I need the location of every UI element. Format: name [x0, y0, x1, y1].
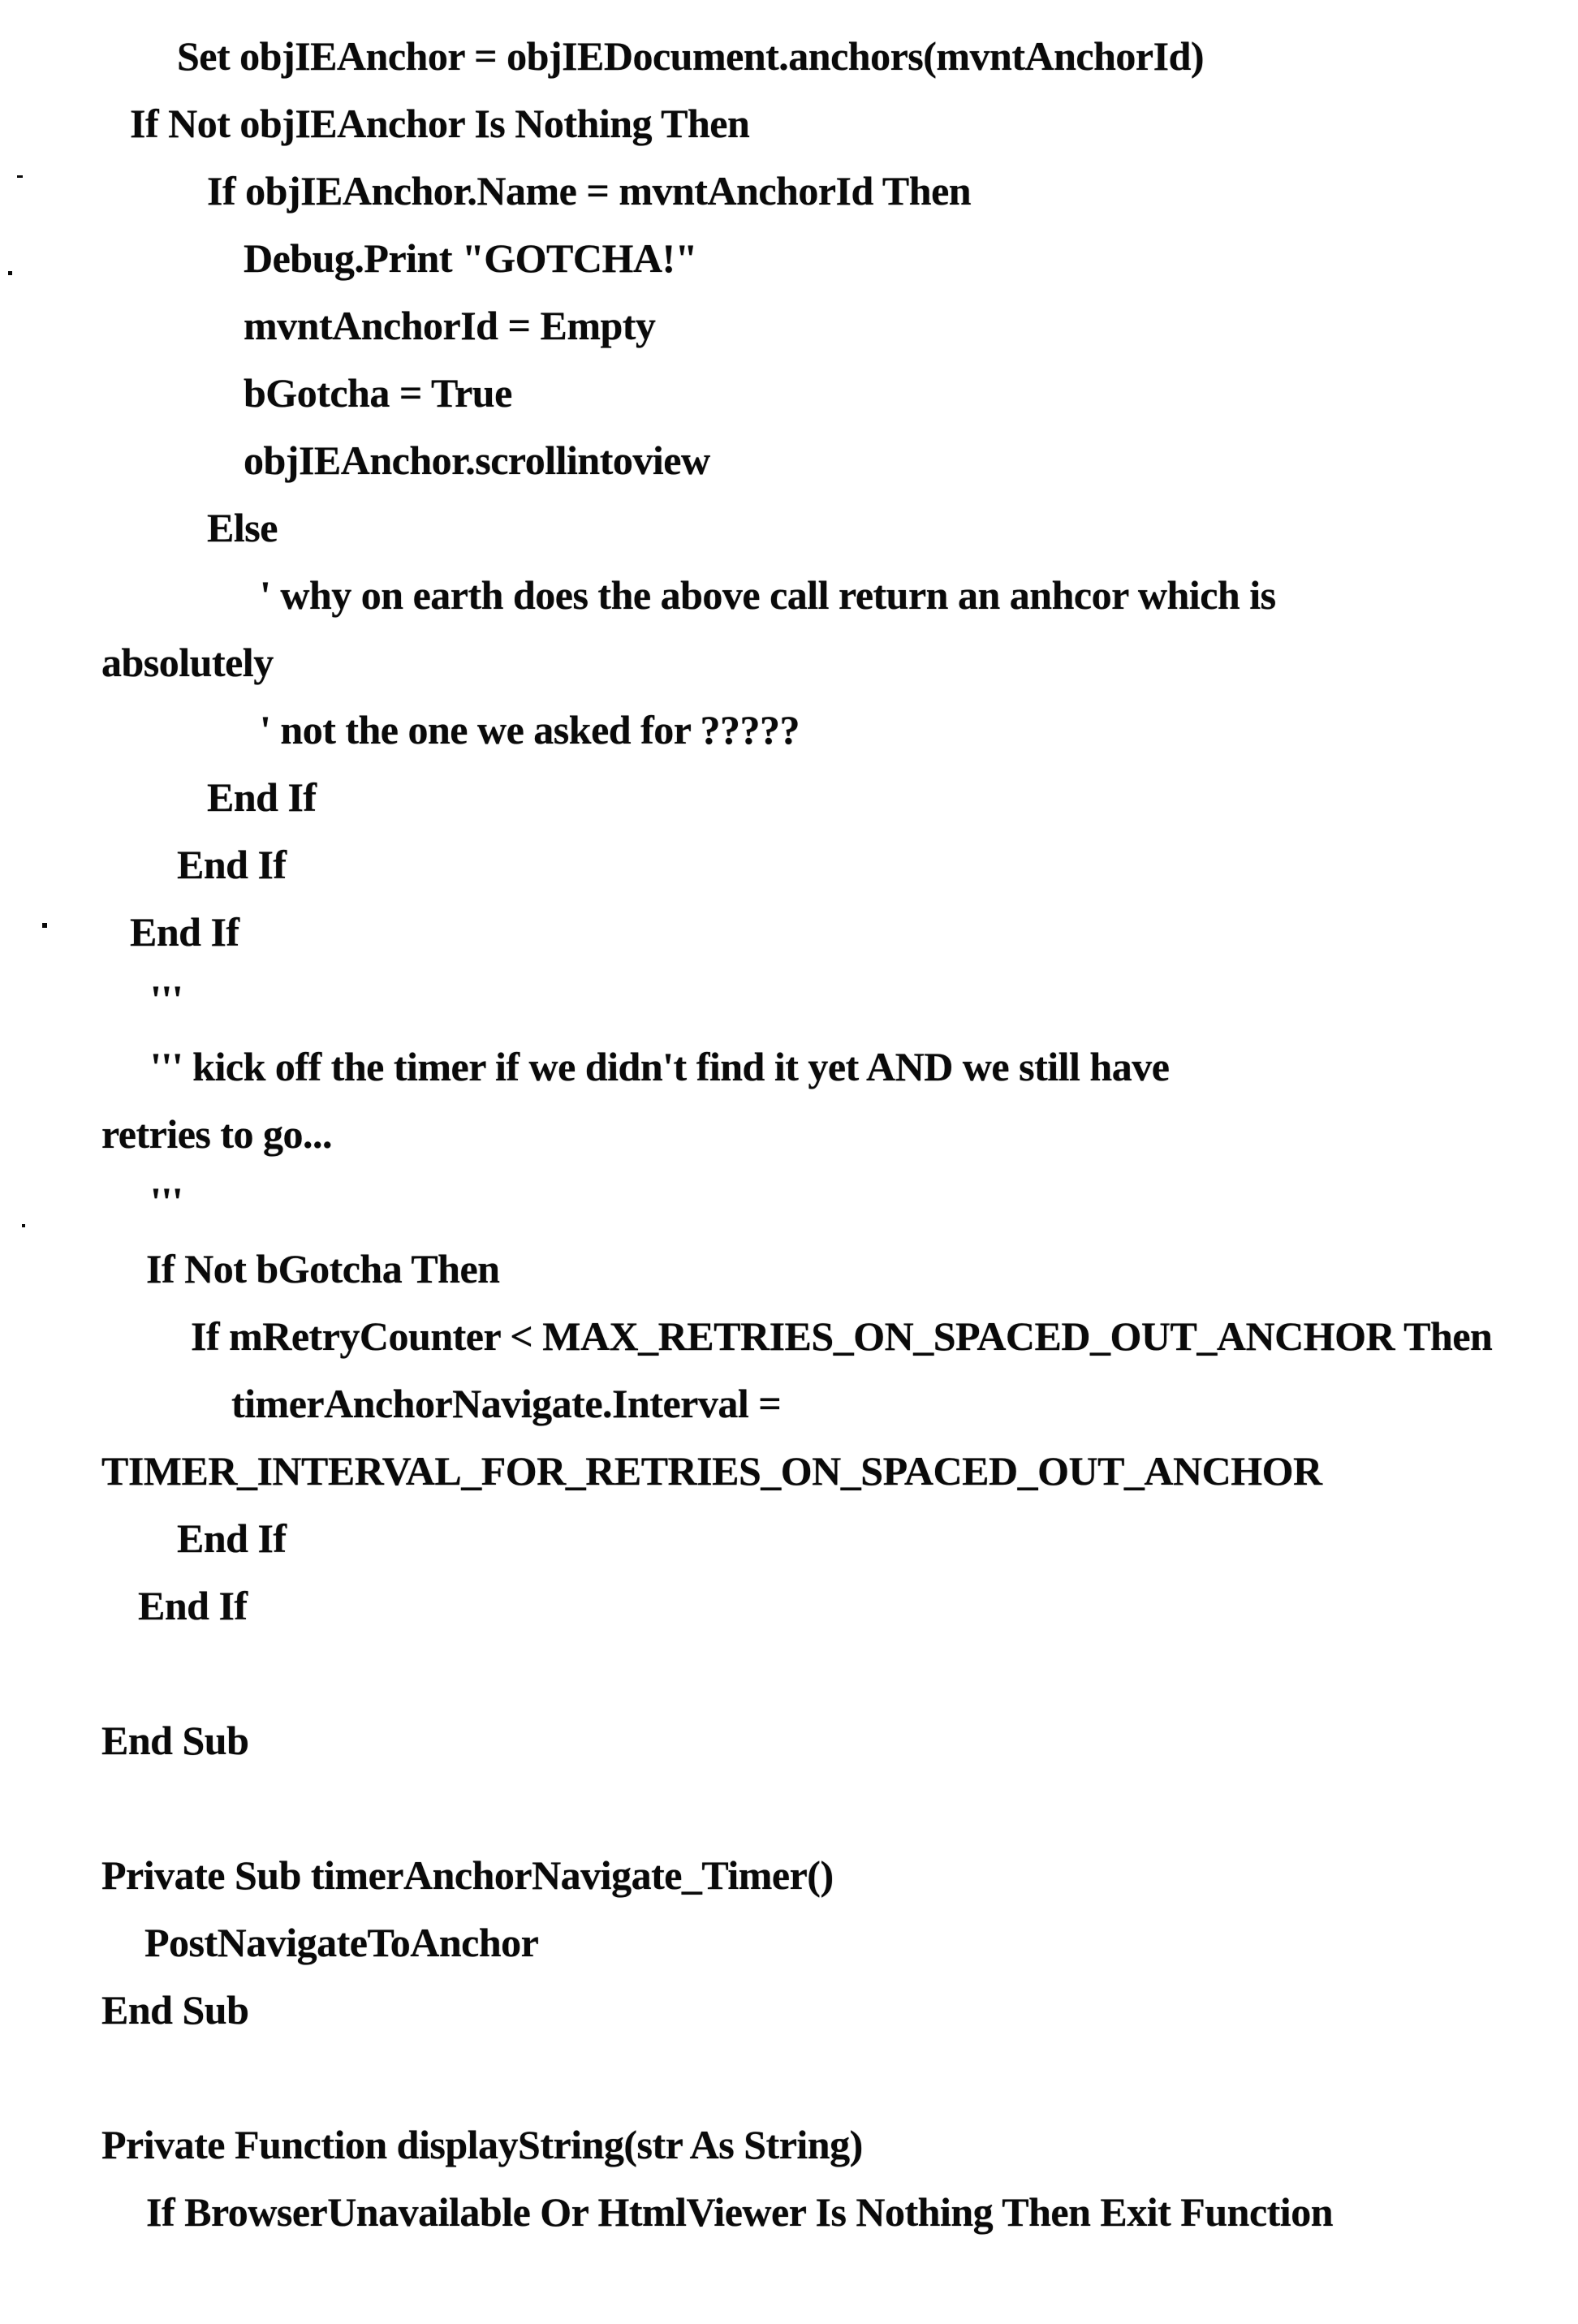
- code-line: ''' kick off the timer if we didn't find it yet AND we still have: [150, 1044, 1170, 1089]
- code-line: ''': [150, 1179, 183, 1224]
- code-line: absolutely: [101, 640, 274, 685]
- code-listing: [0, 23, 1578, 2246]
- code-line: PostNavigateToAnchor: [144, 1920, 539, 1965]
- blank-line: [0, 1640, 1578, 1707]
- code-line: ' not the one we asked for ?????: [260, 707, 800, 752]
- code-line: End If: [130, 909, 239, 955]
- blank-line: [0, 1774, 1578, 1842]
- code-line: End Sub: [101, 1987, 249, 2033]
- code-line: TIMER_INTERVAL_FOR_RETRIES_ON_SPACED_OUT_ANCHOR: [101, 1448, 1322, 1494]
- code-line: If mRetryCounter < MAX_RETRIES_ON_SPACED_OUT_ANCHOR Then: [191, 1313, 1493, 1359]
- scan-speck: [8, 271, 12, 275]
- code-line: End If: [207, 774, 317, 820]
- code-line: End If: [138, 1583, 248, 1628]
- code-line: retries to go...: [101, 1111, 333, 1157]
- code-line: Else: [207, 505, 278, 550]
- code-line: ''': [150, 977, 183, 1022]
- code-line: Debug.Print "GOTCHA!": [244, 235, 697, 281]
- code-line: Set objIEAnchor = objIEDocument.anchors(mvntAnchorId): [177, 33, 1205, 79]
- code-line: If Not objIEAnchor Is Nothing Then: [130, 101, 750, 146]
- scan-speck: [22, 1224, 25, 1227]
- code-line: If Not bGotcha Then: [146, 1246, 500, 1291]
- code-line: End If: [177, 1516, 287, 1561]
- code-line: mvntAnchorId = Empty: [244, 303, 656, 348]
- code-line: objIEAnchor.scrollintoview: [244, 438, 710, 483]
- code-line: End If: [177, 842, 287, 887]
- scan-speck: [42, 923, 47, 928]
- code-line: ' why on earth does the above call return an anhcor which is: [260, 572, 1276, 618]
- code-line: If BrowserUnavailable Or HtmlViewer Is Nothing Then Exit Function: [146, 2189, 1334, 2235]
- scan-speck: [17, 175, 23, 178]
- code-line: timerAnchorNavigate.Interval =: [231, 1381, 782, 1426]
- code-line: End Sub: [101, 1718, 249, 1763]
- code-line: bGotcha = True: [244, 370, 512, 416]
- code-line: Private Function displayString(str As String): [101, 2122, 863, 2167]
- blank-line: [0, 2044, 1578, 2111]
- code-line: Private Sub timerAnchorNavigate_Timer(): [101, 1852, 834, 1898]
- code-line: If objIEAnchor.Name = mvntAnchorId Then: [207, 168, 972, 213]
